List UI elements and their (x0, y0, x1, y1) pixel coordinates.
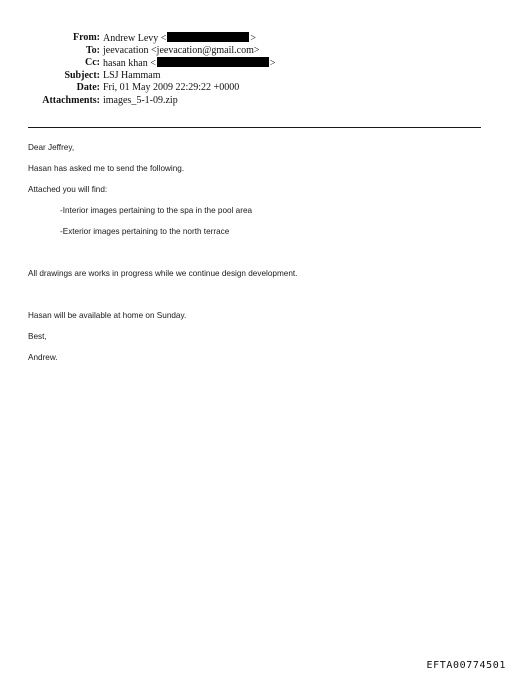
attachments-row (0, 95, 512, 108)
from-name: Andrew Levy < (103, 33, 167, 44)
document-id: EFTA00774501 (426, 660, 506, 671)
date-value: Fri, 01 May 2009 22:29:22 +0000 (103, 82, 240, 94)
cc-close: > (269, 58, 276, 70)
body-line: Hasan will be available at home on Sunday. (28, 311, 187, 320)
from-close: > (250, 33, 257, 44)
header-divider (28, 127, 481, 128)
attachments-value: images_5-1-09.zip (103, 94, 178, 106)
subject-value: LSJ Hammam (103, 69, 161, 81)
to-row (0, 45, 512, 58)
to-label: To: (85, 44, 100, 56)
signature: Andrew. (28, 353, 58, 362)
body-line: All drawings are works in progress while we continue design development. (28, 269, 298, 278)
body-line: Attached you will find: (28, 185, 108, 194)
list-item: -Exterior images pertaining to the north terrace (60, 227, 230, 236)
cc-value (103, 57, 276, 71)
attachments-label: Attachments: (42, 94, 100, 106)
subject-label: Subject: (64, 69, 100, 81)
body-line: Hasan has asked me to send the following. (28, 164, 185, 173)
closing: Best, (28, 332, 47, 341)
cc-name: hasan khan < (103, 58, 156, 70)
email-header (0, 32, 512, 108)
cc-row (0, 57, 512, 70)
subject-row (0, 70, 512, 83)
from-label: From: (72, 32, 100, 43)
redaction-box (167, 32, 249, 42)
cc-label: Cc: (85, 57, 100, 69)
from-value (103, 32, 256, 46)
greeting: Dear Jeffrey, (28, 143, 75, 152)
list-item: -Interior images pertaining to the spa in the pool area (60, 206, 253, 215)
from-row (0, 32, 512, 45)
redaction-box (157, 57, 269, 67)
date-row (0, 82, 512, 95)
to-value: jeevacation <jeevacation@gmail.com> (103, 44, 260, 56)
date-label: Date: (76, 82, 100, 94)
